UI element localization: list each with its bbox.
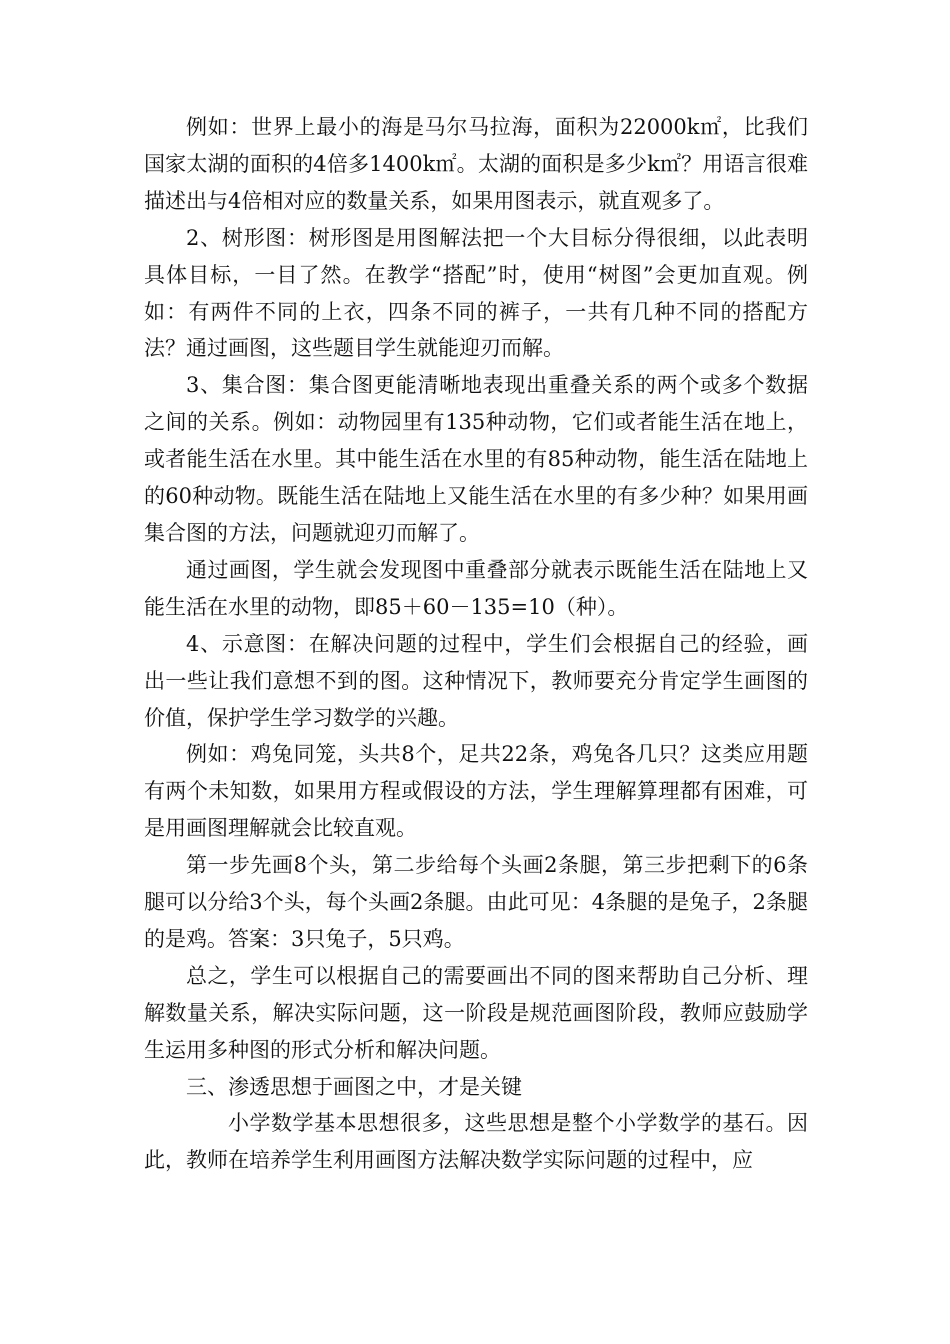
paragraph-summary: 总之，学生可以根据自己的需要画出不同的图来帮助自己分析、理解数量关系，解决实际问题，这一阶段是规范画图阶段，教师应鼓励学生运用多种图的形式分析和解决问题。 bbox=[144, 963, 808, 1062]
document-body bbox=[144, 109, 808, 1179]
paragraph-drawing-steps: 第一步先画8个头，第二步给每个头画2条腿，第三步把剩下的6条腿可以分给3个头，每个头画2条腿。由此可见：4条腿的是兔子，2条腿的是鸡。答案：3只兔子，5只鸡。 bbox=[144, 853, 808, 951]
paragraph-tree-diagram: 2、树形图：树形图是用图解法把一个大目标分得很细，以此表明具体目标，一目了然。在教学“搭配”时，使用“树图”会更加直观。例如：有两件不同的上衣，四条不同的裤子，一共有几种不同的搭配方法？通过画图，这些题目学生就能迎刃而解。 bbox=[144, 225, 808, 361]
paragraph-basic-thinking: 小学数学基本思想很多，这些思想是整个小学数学的基石。因此，教师在培养学生利用画图方法解决数学实际问题的过程中，应 bbox=[144, 1111, 808, 1173]
paragraph-overlap-explanation: 通过画图，学生就会发现图中重叠部分就表示既能生活在陆地上又能生活在水里的动物，即85＋60－135=10（种）。 bbox=[144, 557, 808, 619]
paragraph-schematic-diagram: 4、示意图：在解决问题的过程中，学生们会根据自己的经验，画出一些让我们意想不到的图。这种情况下，教师要充分肯定学生画图的价值，保护学生学习数学的兴趣。 bbox=[144, 631, 808, 730]
paragraph-set-diagram: 3、集合图：集合图更能清晰地表现出重叠关系的两个或多个数据之间的关系。例如：动物园里有135种动物，它们或者能生活在地上，或者能生活在水里。其中能生活在水里的有85种动物，能生活在陆地上的60种动物。既能生活在陆地上又能生活在水里的有多少种？如果用画集合图的方法，问题就迎刃而解了。 bbox=[144, 373, 808, 545]
paragraph-sea-example: 例如：世界上最小的海是马尔马拉海，面积为22000k㎡，比我们国家太湖的面积的4倍多1400k㎡。太湖的面积是多少k㎡？用语言很难描述出与4倍相对应的数量关系，如果用图表示，就直观多了。 bbox=[144, 115, 808, 213]
section-heading-three: 三、渗透思想于画图之中，才是关键 bbox=[186, 1074, 522, 1099]
paragraph-chicken-rabbit-example: 例如：鸡兔同笼，头共8个，足共22条，鸡兔各几只？这类应用题有两个未知数，如果用方程或假设的方法，学生理解算理都有困难，可是用画图理解就会比较直观。 bbox=[144, 742, 808, 841]
